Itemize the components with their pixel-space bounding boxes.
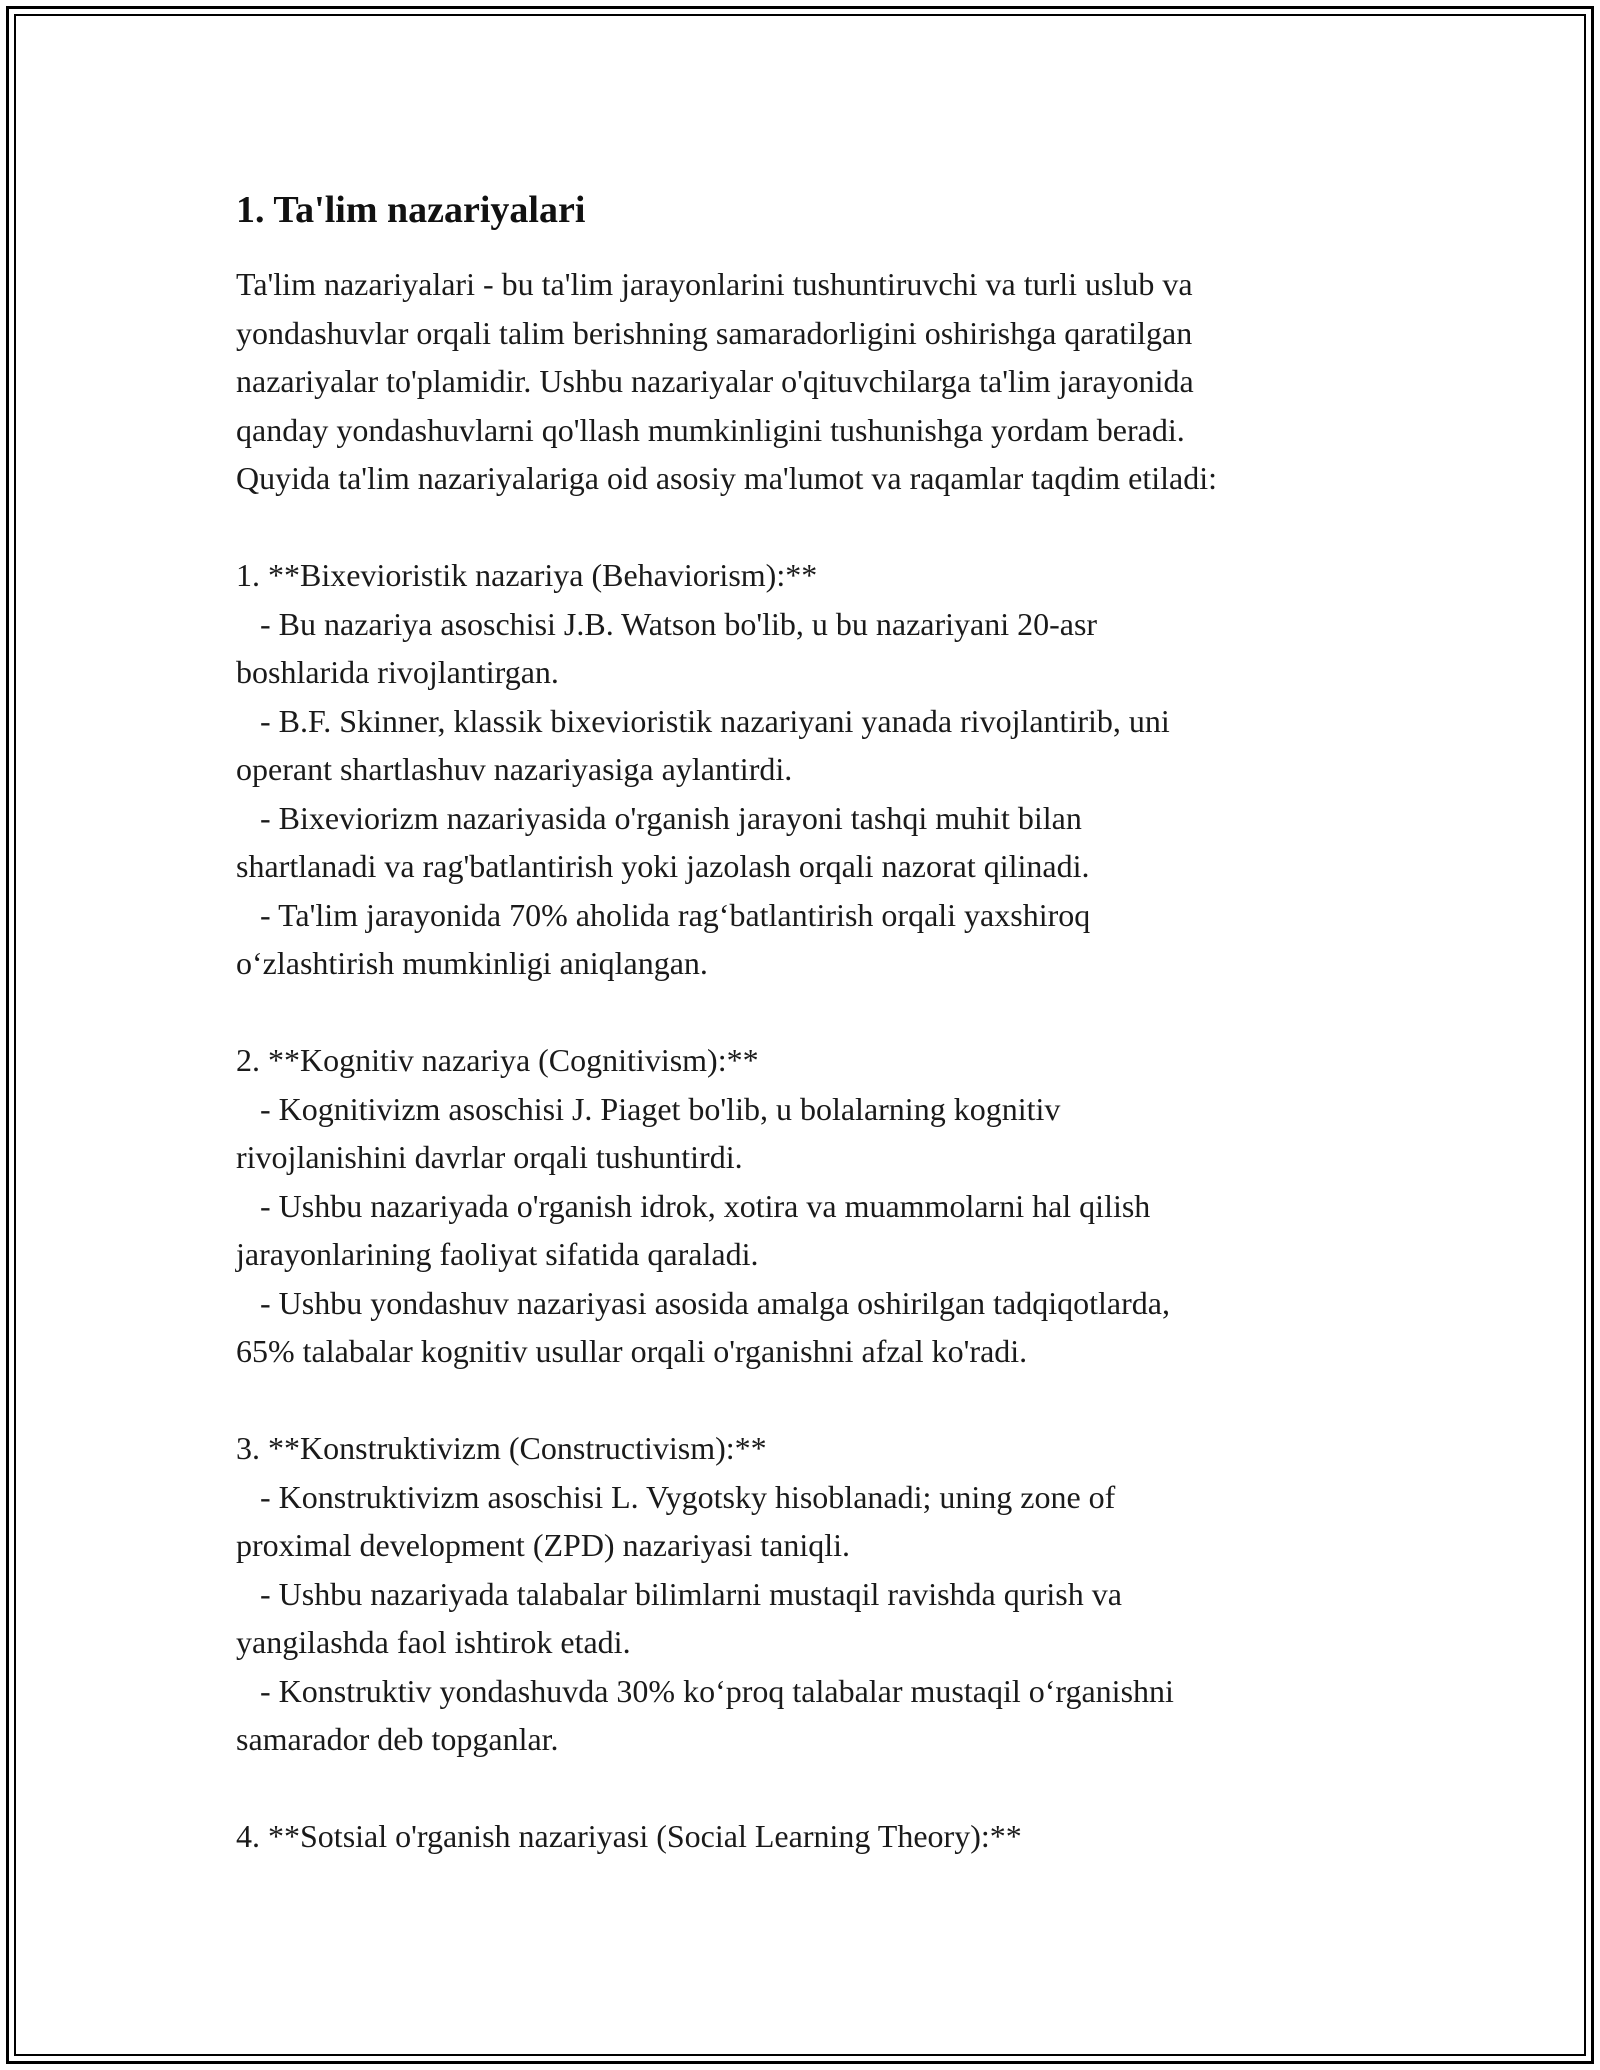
- document-title: 1. Ta'lim nazariyalari: [236, 189, 586, 231]
- document-content: [236, 186, 1426, 1861]
- document-body: Ta'lim nazariyalari - bu ta'lim jarayonlarini tushuntiruvchi va turli uslub va yondashuvlar orqali talim berishning samaradorligini oshirishga qaratilgan nazariyalar to'plamidir. Ushbu nazariyalar o'qituvchilarga ta'lim jarayonida qanday yondashuvlarni qo'llash mumkinligini tushunishga yordam beradi. Quyida ta'lim nazariyalariga oid asosiy ma'lumot va raqamlar taqdim etiladi: 1. **Bixevioristik nazariya (Behaviorism):** - Bu nazariya asoschisi J.B. Watson bo'lib, u bu nazariyani 20-asr boshlarida rivojlantirgan. - B.F. Skinner, klassik bixevioristik nazariyani yanada rivojlantirib, uni operant shartlashuv nazariyasiga aylantirdi. - Bixeviorizm nazariyasida o'rganish jarayoni tashqi muhit bilan shartlanadi va rag'batlantirish yoki jazolash orqali nazorat qilinadi. - Ta'lim jarayonida 70% aholida rag‘batlantirish orqali yaxshiroq o‘zlashtirish mumkinligi aniqlangan. 2. **Kognitiv nazariya (Cognitivism):** - Kognitivizm asoschisi J. Piaget bo'lib, u bolalarning kognitiv rivojlanishini davrlar orqali tushuntirdi. - Ushbu nazariyada o'rganish idrok, xotira va muammolarni hal qilish jarayonlarining faoliyat sifatida qaraladi. - Ushbu yondashuv nazariyasi asosida amalga oshirilgan tadqiqotlarda, 65% talabalar kognitiv usullar orqali o'rganishni afzal ko'radi. 3. **Konstruktivizm (Constructivism):** - Konstruktivizm asoschisi L. Vygotsky hisoblanadi; uning zone of proximal development (ZPD) nazariyasi taniqli. - Ushbu nazariyada talabalar bilimlarni mustaqil ravishda qurish va yangilashda faol ishtirok etadi. - Konstruktiv yondashuvda 30% ko‘proq talabalar mustaqil o‘rganishni samarador deb topganlar. 4. **Sotsial o'rganish nazariyasi (Social Learning Theory):**: [236, 266, 1217, 1854]
